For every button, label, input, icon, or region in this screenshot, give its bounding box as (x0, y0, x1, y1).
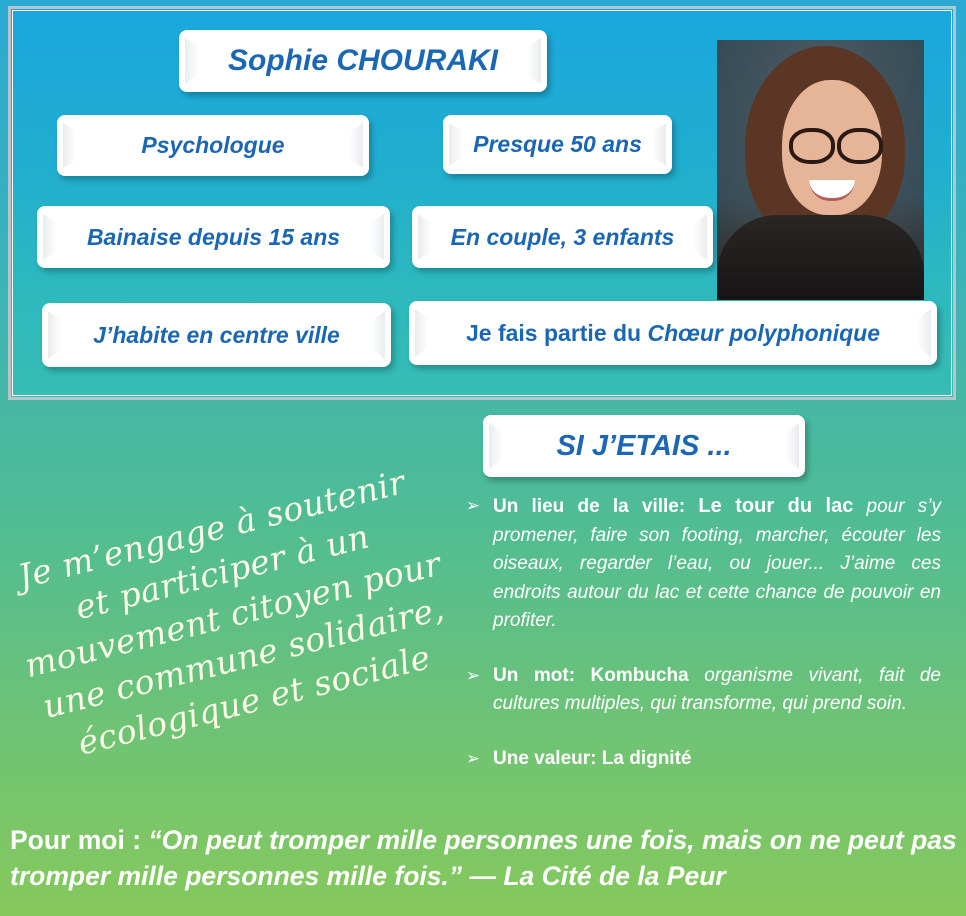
item-description: pour s’y promener, faire son footing, marcher, écouter les oiseaux, regarder l’eau, ou jouer... J’aime ces endroits autour du lac et cette chance de pouvoir en profiter. (493, 496, 942, 631)
list-item (466, 662, 941, 719)
arrow-bullet-icon: ➢ (466, 748, 481, 768)
family-chip (412, 206, 713, 268)
engagement-statement: Je m’engage à soutenir et participer à un mouvement citoyen pour une commune solidaire, écologique et sociale (14, 462, 449, 763)
name-chip (179, 30, 547, 92)
profession-chip (57, 115, 369, 176)
item-label: Une valeur: La dignité (493, 747, 692, 769)
profile-name: Sophie CHOURAKI (228, 44, 498, 77)
age-chip (443, 115, 672, 174)
si-jetais-chip (483, 415, 805, 477)
residence-chip (37, 206, 390, 268)
item-label: Un lieu de la ville: (493, 496, 699, 517)
list-item (466, 492, 941, 636)
age-text: Presque 50 ans (473, 131, 642, 157)
family-text: En couple, 3 enfants (450, 223, 675, 250)
arrow-bullet-icon: ➢ (466, 496, 481, 515)
profile-photo (717, 40, 924, 300)
item-description: organisme vivant, fait de cultures multiples, qui transforme, qui prend soin. (493, 664, 941, 714)
list-item (466, 745, 941, 774)
choir-chip (409, 301, 937, 365)
profession-text: Psychologue (141, 132, 285, 158)
item-value: Le tour du lac (698, 495, 854, 517)
choir-text (466, 320, 880, 347)
arrow-bullet-icon: ➢ (466, 665, 481, 685)
choir-prefix: Je fais partie du (465, 319, 648, 346)
item-label: Un mot: Kombucha (493, 664, 689, 686)
location-text: J’habite en centre ville (93, 321, 340, 348)
quote-prefix: Pour moi : (10, 825, 149, 855)
si-jetais-list (466, 492, 941, 799)
si-jetais-title: SI J’ETAIS ... (556, 429, 732, 462)
choir-name: Chœur polyphonique (647, 319, 881, 346)
quote-block (10, 822, 960, 894)
location-chip (42, 303, 391, 367)
residence-text: Bainaise depuis 15 ans (86, 223, 341, 250)
quote-text: “On peut tromper mille personnes une fois, mais on ne peut pas tromper mille personnes mille fois.” — La Cité de la Peur (10, 825, 957, 891)
